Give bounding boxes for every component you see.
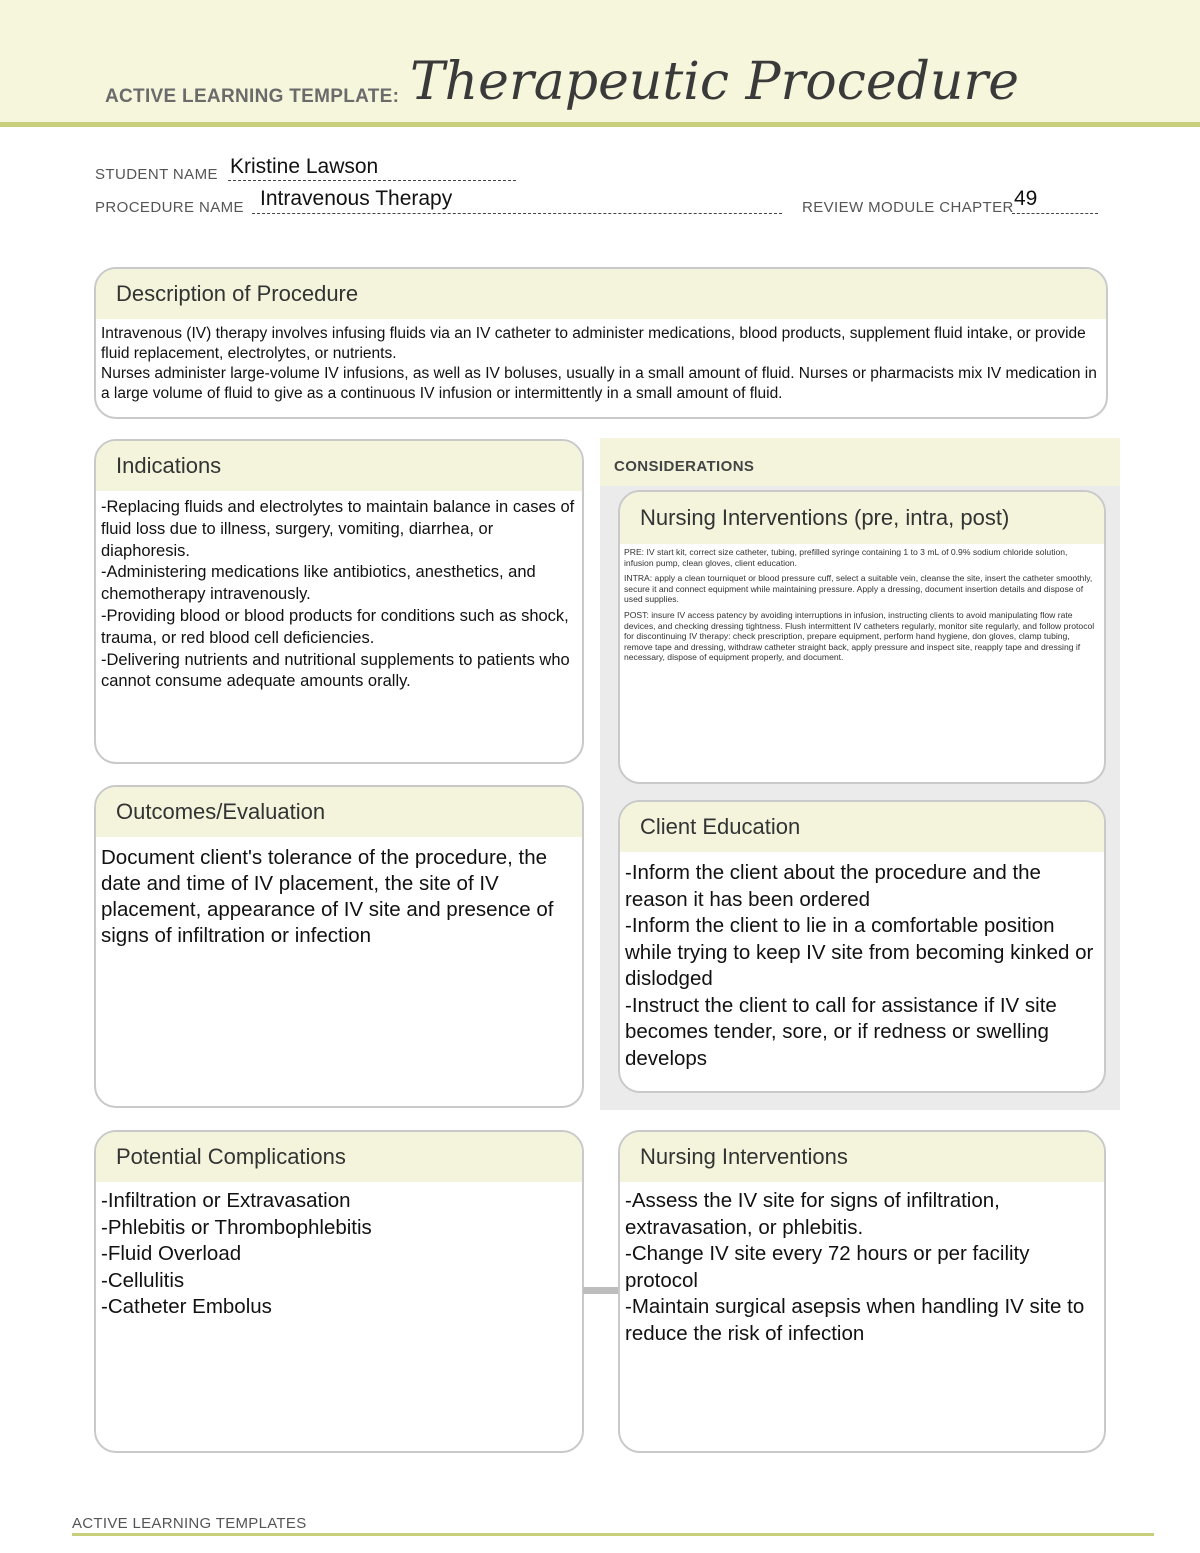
nursing-interventions-box: [618, 1130, 1106, 1453]
review-module-underline: [1012, 213, 1098, 214]
description-text[interactable]: Intravenous (IV) therapy involves infusing fluids via an IV catheter to administer medications, blood products, supplement fluid intake, or provide fluid replacement, electrolytes, or nutrients. Nurses administer large-volume IV infusions, as well as IV boluses, usually in a small amount of fluid. Nurses or pharmacists mix IV medication in a large volume of fluid to give as a continuous IV infusion or intermittently in a small amount of fluid.: [101, 325, 1097, 402]
nursing-interventions-pip-body: [620, 544, 1104, 663]
potential-complications-box: [94, 1130, 584, 1453]
potential-complications-heading: Potential Complications: [96, 1132, 582, 1182]
student-name-underline: [228, 180, 516, 181]
potential-complications-text[interactable]: -Infiltration or Extravasation -Phlebitis or Thrombophlebitis -Fluid Overload -Cellulitis -Catheter Embolus: [101, 1189, 372, 1318]
outcomes-heading: Outcomes/Evaluation: [96, 787, 582, 837]
client-education-text[interactable]: -Inform the client about the procedure and the reason it has been ordered -Inform the client to lie in a comfortable position while trying to keep IV site from becoming kinked or dislodged -Instruct the client to call for assistance if IV site becomes tender, sore, or if redness or swelling develops: [625, 861, 1094, 1070]
student-name-label: STUDENT NAME: [95, 166, 218, 183]
indications-box: [94, 439, 584, 764]
template-label: ACTIVE LEARNING TEMPLATE:: [105, 86, 400, 107]
nursing-interventions-pip-heading: Nursing Interventions (pre, intra, post): [620, 492, 1104, 544]
connector-bar: [583, 1287, 620, 1294]
procedure-name-label: PROCEDURE NAME: [95, 199, 244, 216]
footer-rule: [72, 1533, 1154, 1536]
client-education-box: [618, 800, 1106, 1093]
client-education-heading: Client Education: [620, 802, 1104, 852]
outcomes-text[interactable]: Document client's tolerance of the procedure, the date and time of IV placement, the site of IV placement, appearance of IV site and presence of signs of infiltration or infection: [101, 846, 554, 947]
description-heading: Description of Procedure: [96, 269, 1106, 319]
footer-label: ACTIVE LEARNING TEMPLATES: [72, 1515, 307, 1532]
outcomes-box: [94, 785, 584, 1108]
indications-heading: Indications: [96, 441, 582, 491]
nursing-interventions-text[interactable]: -Assess the IV site for signs of infiltration, extravasation, or phlebitis. -Change IV site every 72 hours or per facility protocol -Maintain surgical asepsis when handling IV site to reduce the risk of infection: [625, 1189, 1085, 1345]
description-box: [94, 267, 1108, 419]
considerations-label: CONSIDERATIONS: [614, 458, 755, 475]
indications-text[interactable]: -Replacing fluids and electrolytes to maintain balance in cases of fluid loss due to illness, surgery, vomiting, diarrhea, or diaphoresis. -Administering medications like antibiotics, anesthetics, and chemotherapy intravenously. -Providing blood or blood products for conditions such as shock, trauma, or red blood cell deficiencies. -Delivering nutrients and nutritional supplements to patients who cannot consume adequate amounts orally.: [101, 498, 575, 691]
procedure-name-underline: [252, 213, 782, 214]
nursing-interventions-heading: Nursing Interventions: [620, 1132, 1104, 1182]
page-title: Therapeutic Procedure: [410, 52, 1019, 112]
procedure-name-field[interactable]: Intravenous Therapy: [260, 187, 453, 210]
post-interventions-text[interactable]: POST: insure IV access patency by avoiding interruptions in infusion, instructing clients to avoid manipulating flow rate devices, and checking dressing tightness. Flush intermittent IV catheters regularly, monitor site regularly, and follow protocol for discontinuing IV therapy: check prescription, prepare equipment, perform hand hygiene, don gloves, clamp tubing, remove tape and dressing, withdraw catheter straight back, apply pressure and inspect site, reapply tape and dressing if necessary, dispose of equipment properly, and document.: [624, 609, 1095, 663]
pre-interventions-text[interactable]: PRE: IV start kit, correct size catheter, tubing, prefilled syringe containing 1 to 3 mL of 0.9% sodium chloride solution, infusion pump, clean gloves, client education.: [624, 547, 1068, 568]
intra-interventions-text[interactable]: INTRA: apply a clean tourniquet or blood pressure cuff, select a suitable vein, cleanse the site, insert the catheter smoothly, secure it and connect equipment while maintaining pressure. Apply a dressing, document insertion details and dispose of used supplies.: [624, 573, 1093, 605]
header-rule: [0, 122, 1200, 127]
nursing-interventions-pip-box: [618, 490, 1106, 784]
review-module-label: REVIEW MODULE CHAPTER: [802, 199, 1014, 216]
student-name-field[interactable]: Kristine Lawson: [230, 155, 379, 178]
review-module-chapter-field[interactable]: 49: [1014, 187, 1038, 210]
